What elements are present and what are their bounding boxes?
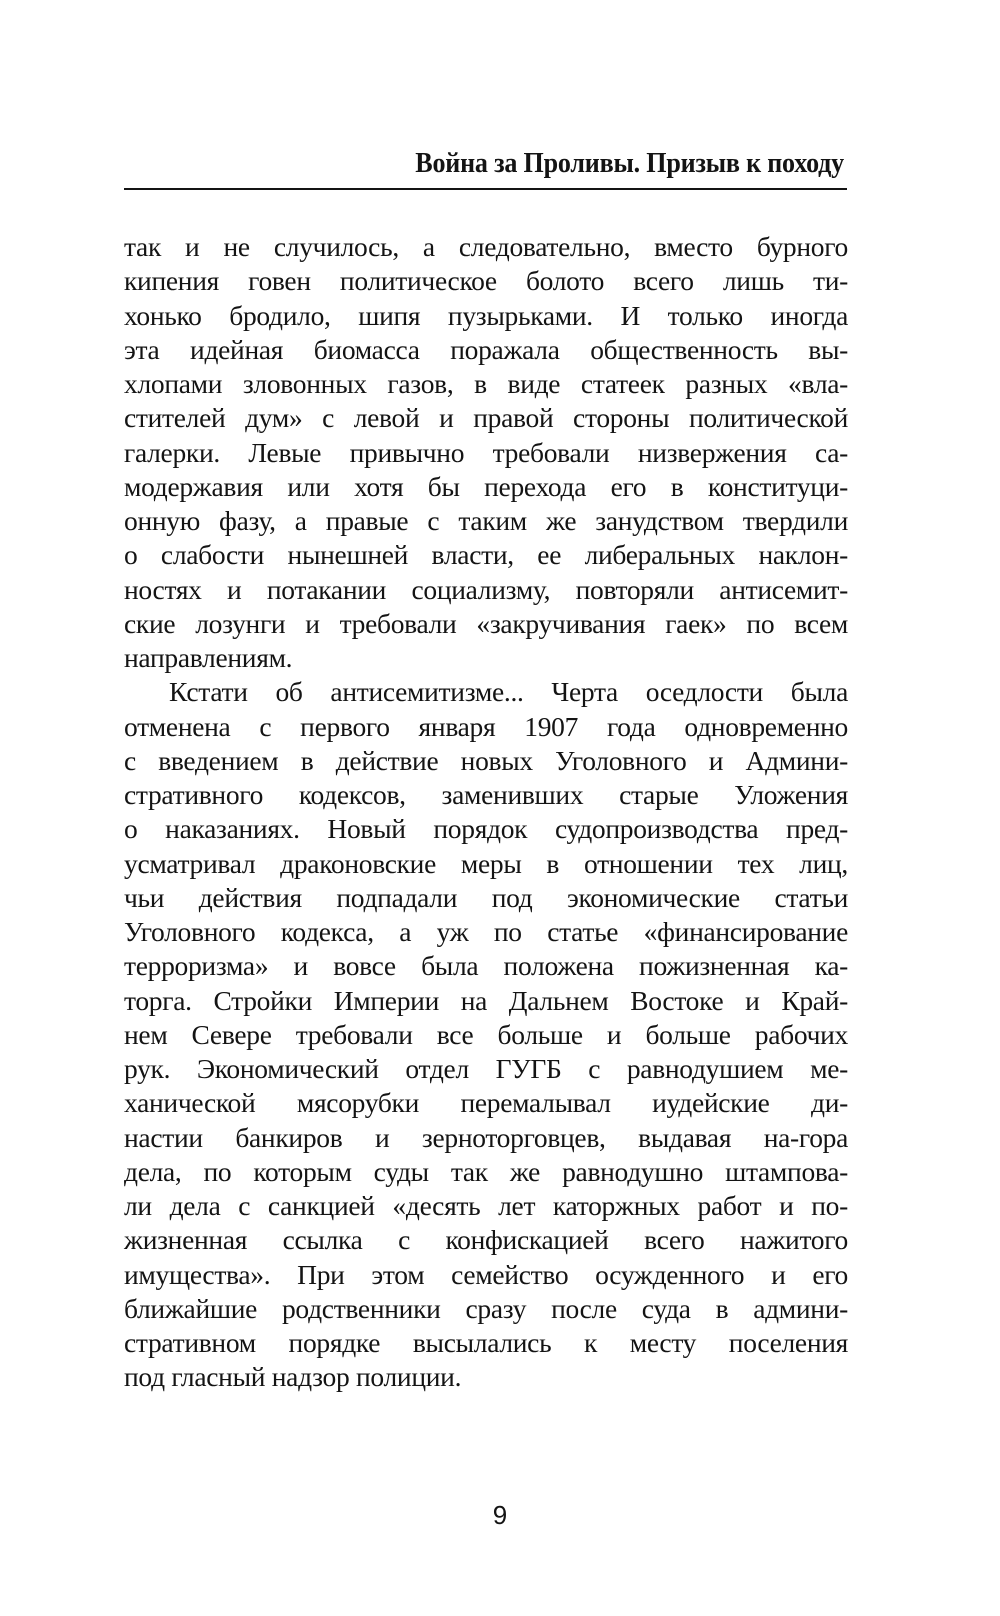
page-number: 9: [492, 1500, 508, 1530]
text-line: онную фазу, а правые с таким же занудством твердили: [124, 505, 848, 536]
paragraph-first-line: Кстати об антисемитизме... Черта оседлости была: [169, 676, 848, 708]
text-line: кипения говен политическое болото всего лишь ти-: [124, 265, 848, 297]
text-line: имущества». При этом семейство осужденного и его: [124, 1258, 848, 1290]
text-line: так и не случилось, а следовательно, вместо бурного: [124, 231, 848, 262]
text-line: жизненная ссылка с конфискацией всего нажитого: [124, 1224, 848, 1256]
paragraph-end-line: направлениям.: [124, 642, 293, 673]
paragraph-end-line: под гласный надзор полиции.: [124, 1361, 462, 1393]
text-line: галерки. Левые привычно требовали низвержения са-: [124, 436, 848, 468]
body-text: [124, 230, 848, 1395]
text-line: модержавия или хотя бы перехода его в конституци-: [124, 470, 848, 502]
text-line: о слабости нынешней власти, ее либеральных наклон-: [124, 539, 848, 571]
text-line: эта идейная биомасса поражала общественность вы-: [124, 333, 848, 365]
text-line: усматривал драконовские меры в отношении тех лиц,: [124, 847, 848, 879]
text-line: нем Севере требовали все больше и больше рабочих: [124, 1018, 848, 1050]
text-line: Уголовного кодекса, а уж по статье «финансирование: [124, 916, 848, 947]
text-line: ли дела с санкцией «десять лет каторжных работ и по-: [124, 1190, 848, 1221]
text-line: торга. Стройки Империи на Дальнем Востоке и Край-: [124, 984, 848, 1016]
text-line: настии банкиров и зерноторговцев, выдавая на-гора: [124, 1121, 848, 1153]
text-line: стративного кодексов, заменивших старые Уложения: [124, 779, 848, 810]
text-line: дела, по которым суды так же равнодушно штампова-: [124, 1155, 848, 1187]
text-line: хонько бродило, шипя пузырьками. И только иногда: [124, 299, 848, 331]
text-line: стителей дум» с левой и правой стороны политической: [124, 402, 848, 434]
text-line: ханической мясорубки перемалывал иудейские ди-: [124, 1087, 848, 1119]
text-line: хлопами зловонных газов, в виде статеек разных «вла-: [124, 368, 848, 399]
text-line: стративном порядке высылались к месту поселения: [124, 1327, 848, 1358]
header-rule: [124, 188, 847, 190]
text-line: чьи действия подпадали под экономические статьи: [124, 881, 848, 913]
running-header: Война за Проливы. Призыв к походу: [415, 148, 844, 179]
text-line: с введением в действие новых Уголовного и Админи-: [124, 744, 848, 776]
text-line: терроризма» и вовсе была положена пожизненная ка-: [124, 950, 848, 982]
text-line: ские лозунги и требовали «закручивания гаек» по всем: [124, 607, 848, 639]
text-line: ближайшие родственники сразу после суда в админи-: [124, 1292, 848, 1324]
text-line: ностях и потакании социализму, повторяли антисемит-: [124, 573, 848, 605]
text-line: о наказаниях. Новый порядок судопроизводства пред-: [124, 813, 848, 845]
text-line: рук. Экономический отдел ГУГБ с равнодушием ме-: [124, 1053, 848, 1084]
text-line: отменена с первого января 1907 года одновременно: [124, 710, 848, 742]
